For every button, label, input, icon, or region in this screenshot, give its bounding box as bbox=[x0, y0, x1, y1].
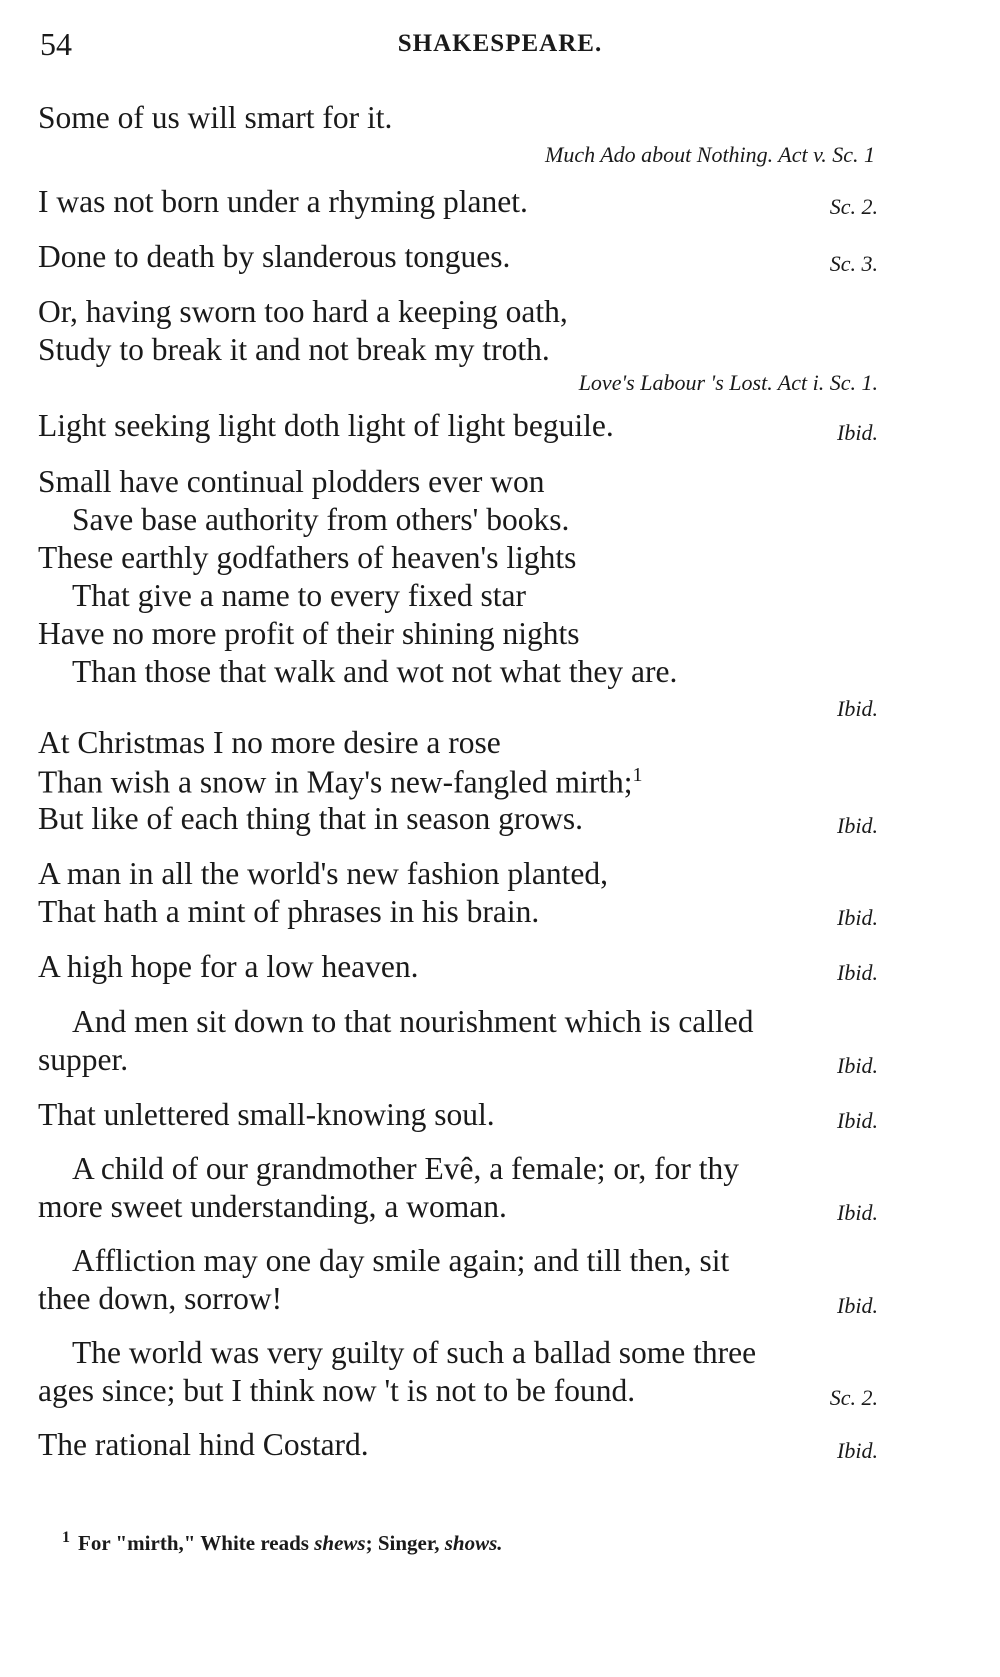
citation: Ibid. bbox=[837, 960, 878, 985]
citation: Ibid. bbox=[837, 696, 878, 721]
quote-line: The rational hind Costard. bbox=[38, 1427, 369, 1462]
quote-line: And men sit down to that nourishment which is called bbox=[72, 1004, 754, 1039]
quote-text: Than wish a snow in May's new-fangled mirth; bbox=[38, 764, 633, 800]
quote-line: That unlettered small-knowing soul. bbox=[38, 1097, 495, 1132]
quote-line: Study to break it and not break my troth. bbox=[38, 332, 550, 367]
quote-line: A man in all the world's new fashion planted, bbox=[38, 856, 608, 891]
citation: Sc. 2. bbox=[829, 194, 878, 219]
quote-line: Done to death by slanderous tongues. bbox=[38, 239, 511, 274]
citation: Sc. 2. bbox=[829, 1385, 878, 1410]
citation: Ibid. bbox=[837, 1293, 878, 1318]
footnote-reference: 1 bbox=[632, 764, 643, 786]
footnote-text: For "mirth," White reads bbox=[78, 1531, 315, 1555]
quote-line bbox=[38, 765, 642, 798]
quote-line: But like of each thing that in season grows. bbox=[38, 801, 584, 836]
quote-line: Small have continual plodders ever won bbox=[38, 464, 545, 499]
quote-line: Affliction may one day smile again; and till then, sit bbox=[72, 1243, 730, 1278]
quote-line: Have no more profit of their shining nights bbox=[38, 616, 580, 651]
citation: Ibid. bbox=[837, 1438, 878, 1463]
footnote bbox=[62, 1529, 503, 1556]
running-title: SHAKESPEARE. bbox=[397, 30, 603, 57]
citation: Ibid. bbox=[837, 1200, 878, 1225]
footnote-word: shews bbox=[314, 1531, 366, 1555]
quote-line: thee down, sorrow! bbox=[38, 1281, 283, 1316]
citation: Ibid. bbox=[837, 905, 878, 930]
quote-line: more sweet understanding, a woman. bbox=[38, 1189, 507, 1224]
quote-line: At Christmas I no more desire a rose bbox=[38, 725, 501, 760]
quote-line: Than those that walk and wot not what they are. bbox=[72, 654, 678, 689]
quote-line: supper. bbox=[38, 1042, 129, 1077]
footnote-mark: 1 bbox=[62, 1529, 70, 1546]
citation: Ibid. bbox=[837, 1108, 878, 1133]
quote-line: I was not born under a rhyming planet. bbox=[38, 184, 528, 219]
quote-line: That give a name to every fixed star bbox=[72, 578, 526, 613]
footnote-text: ; Singer, bbox=[365, 1531, 445, 1555]
quote-line: Save base authority from others' books. bbox=[72, 502, 570, 537]
quote-line: Or, having sworn too hard a keeping oath, bbox=[38, 294, 568, 329]
citation: Love's Labour 's Lost. Act i. Sc. 1. bbox=[578, 370, 878, 395]
citation: Much Ado about Nothing. Act v. Sc. 1 bbox=[545, 142, 875, 167]
citation: Ibid. bbox=[837, 1053, 878, 1078]
quote-line: Light seeking light doth light of light beguile. bbox=[38, 408, 614, 443]
citation: Sc. 3. bbox=[829, 251, 878, 276]
page-number: 54 bbox=[40, 26, 72, 62]
quote-line: These earthly godfathers of heaven's lights bbox=[38, 540, 577, 575]
quote-line: A child of our grandmother Evê, a female; or, for thy bbox=[72, 1151, 740, 1186]
quote-line: A high hope for a low heaven. bbox=[38, 949, 419, 984]
quote-line: Some of us will smart for it. bbox=[38, 100, 393, 135]
citation: Ibid. bbox=[837, 813, 878, 838]
quote-line: That hath a mint of phrases in his brain. bbox=[38, 894, 540, 929]
citation: Ibid. bbox=[837, 420, 878, 445]
footnote-word: shows. bbox=[444, 1531, 503, 1555]
quote-line: ages since; but I think now 't is not to be found. bbox=[38, 1373, 636, 1408]
quote-line: The world was very guilty of such a ballad some three bbox=[72, 1335, 757, 1370]
